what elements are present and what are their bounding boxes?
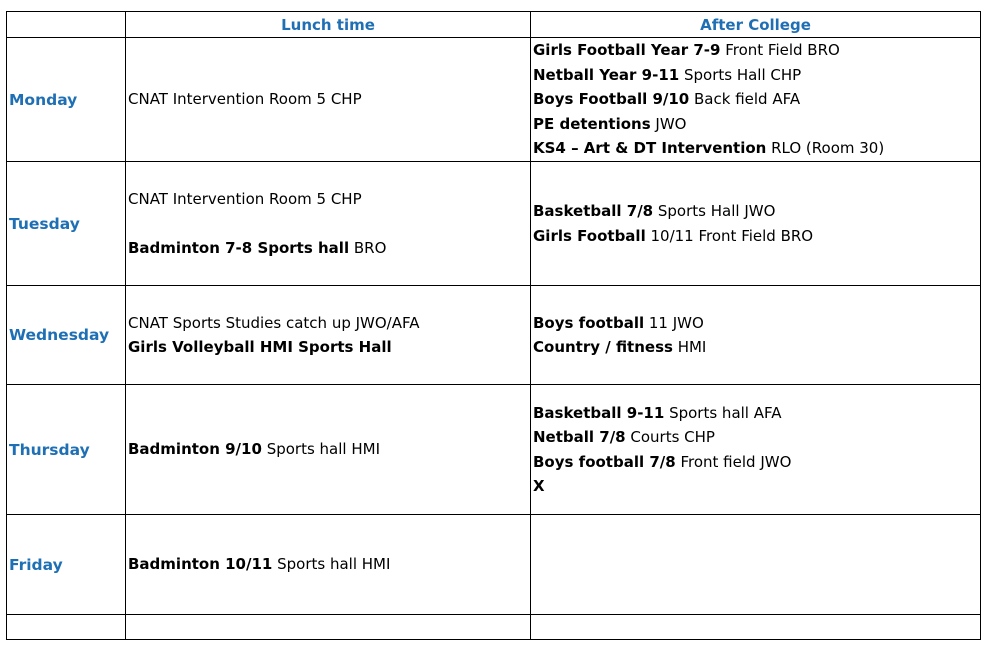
activity-line: Boys football 11 JWO xyxy=(533,313,704,332)
after-cell-friday xyxy=(531,515,981,615)
day-thursday: Thursday xyxy=(7,385,126,515)
lunch-cell-monday xyxy=(126,38,531,162)
blank-cell xyxy=(126,615,531,640)
header-after-college: After College xyxy=(531,12,981,38)
timetable xyxy=(6,11,981,640)
activity-line: Netball 7/8 Courts CHP xyxy=(533,428,715,446)
day-friday: Friday xyxy=(7,515,126,615)
activity-line: Badminton 7-8 Sports hall BRO xyxy=(128,238,387,257)
lunch-cell-friday xyxy=(126,515,531,615)
activity-line: Boys Football 9/10 Back field AFA xyxy=(533,90,801,109)
activity-line: Boys football 7/8 Front field JWO xyxy=(533,452,792,471)
activity-line: CNAT Sports Studies catch up JWO/AFA xyxy=(128,313,420,332)
activity-line: X xyxy=(533,477,545,495)
lunch-cell-thursday xyxy=(126,385,531,515)
day-wednesday: Wednesday xyxy=(7,286,126,385)
blank-cell xyxy=(531,615,981,640)
after-cell-tuesday xyxy=(531,162,981,286)
row-thursday xyxy=(7,385,981,515)
row-blank xyxy=(7,615,981,640)
activity-line: Girls Football Year 7-9 Front Field BRO xyxy=(533,41,840,60)
activity-line: Girls Football 10/11 Front Field BRO xyxy=(533,226,814,245)
day-monday: Monday xyxy=(7,38,126,162)
after-cell-thursday xyxy=(531,385,981,515)
activity-line: CNAT Intervention Room 5 CHP xyxy=(128,90,362,109)
activity-line: Badminton 10/11 Sports hall HMI xyxy=(128,555,391,574)
day-tuesday: Tuesday xyxy=(7,162,126,286)
activity-line: KS4 – Art & DT Intervention RLO (Room 30) xyxy=(533,139,885,158)
row-monday xyxy=(7,38,981,162)
lunch-cell-tuesday xyxy=(126,162,531,286)
after-cell-wednesday xyxy=(531,286,981,385)
row-friday xyxy=(7,515,981,615)
blank-cell xyxy=(7,615,126,640)
header-day xyxy=(7,12,126,38)
header-lunch-time: Lunch time xyxy=(126,12,531,38)
activity-line: Basketball 7/8 Sports Hall JWO xyxy=(533,202,776,220)
row-tuesday xyxy=(7,162,981,286)
after-cell-monday xyxy=(531,38,981,162)
blank-line xyxy=(128,211,528,236)
activity-line: Girls Volleyball HMI Sports Hall xyxy=(128,338,392,356)
lunch-cell-wednesday xyxy=(126,286,531,385)
activity-line: CNAT Intervention Room 5 CHP xyxy=(128,189,362,208)
activity-line: Country / fitness HMI xyxy=(533,338,707,356)
activity-line: Basketball 9-11 Sports hall AFA xyxy=(533,403,782,422)
activity-line: PE detentions JWO xyxy=(533,114,687,133)
activity-line: Badminton 9/10 Sports hall HMI xyxy=(128,440,380,459)
row-wednesday xyxy=(7,286,981,385)
activity-line: Netball Year 9-11 Sports Hall CHP xyxy=(533,65,802,84)
header-row xyxy=(7,12,981,38)
